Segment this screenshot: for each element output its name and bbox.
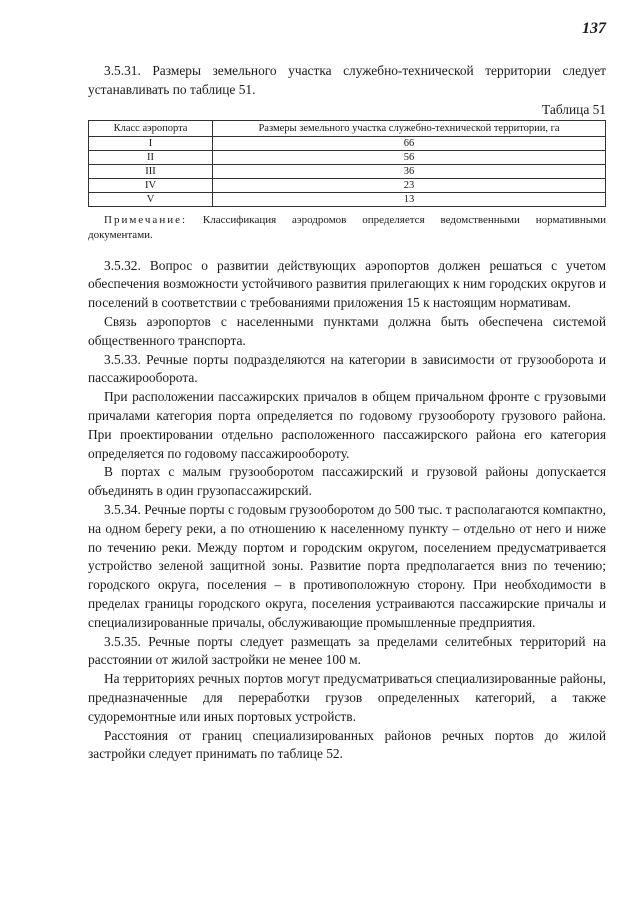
table-row [89, 150, 606, 164]
paragraph-3-5-31: 3.5.31. Размеры земельного участка служебно-технической территории следует устанавливать по таблице 51. [88, 63, 606, 97]
paragraph-small-ports: В портах с малым грузооборотом пассажирский и грузовой районы допускается объединять в один грузопассажирский. [88, 464, 606, 499]
paragraph-transport: Связь аэропортов с населенными пунктами должна быть обеспечена системой общественного транспорта. [88, 313, 606, 348]
table-cell-class: II [89, 150, 213, 164]
paragraph-3-5-34: 3.5.34. Речные порты с годовым грузооборотом до 500 тыс. т располагаются компактно, на одном берегу реки, а по отношению к населенному пункту – отдельно от него и ниже по течению реки. Между портом и городским округом, поселением предусматривается устройство зеленой защитной зоны. Развитие порта предполагается вниз по течению; городского округа, поселения – в противоположную сторону. При необходимости в пределах границы городского округа, поселения устраиваются пассажирские причалы и специализированные причалы, обслуживающие промышленные предприятия. [88, 501, 606, 630]
paragraph-special-districts: На территориях речных портов могут предусматриваться специализированные районы, предназначенные для переработки грузов определенных категорий, а также судоремонтные или иных портовых устройств. [88, 671, 606, 724]
table-row [89, 178, 606, 192]
paragraph-3-5-32: 3.5.32. Вопрос о развитии действующих аэропортов должен решаться с учетом обеспечения возможности устойчивого развития прилегающих к ним городских округов и поселений в соответствии с требованиями приложения 15 к настоящим нормативам. [88, 257, 606, 311]
paragraph-3-5-35: 3.5.35. Речные порты следует размещать за пределами селитебных территорий на расстоянии от жилой застройки не менее 100 м. [88, 633, 606, 668]
table-header-class: Класс аэропорта [89, 120, 213, 136]
paragraph-3-5-33: 3.5.33. Речные порты подразделяются на категории в зависимости от грузооборота и пассажирооборота. [88, 351, 606, 386]
table-cell-size: 66 [213, 136, 606, 150]
table-header-row [89, 120, 606, 136]
note-label: Примечание: [104, 213, 188, 226]
table-row [89, 192, 606, 206]
note-text: Классификация аэродромов определяется ведомственными нормативными документами. [88, 213, 606, 241]
table-cell-size: 23 [213, 178, 606, 192]
table-note [88, 213, 606, 243]
document-body [88, 62, 606, 764]
table-51 [88, 120, 606, 207]
table-header-size: Размеры земельного участка служебно-технической территории, га [213, 120, 606, 136]
table-caption: Таблица 51 [542, 101, 606, 117]
table-cell-size: 36 [213, 164, 606, 178]
table-cell-size: 13 [213, 192, 606, 206]
table-cell-class: IV [89, 178, 213, 192]
paragraph-distances: Расстояния от границ специализированных районов речных портов до жилой застройки следует принимать по таблице 52. [88, 727, 606, 762]
table-cell-class: V [89, 192, 213, 206]
table-row [89, 136, 606, 150]
table-row [89, 164, 606, 178]
table-cell-class: I [89, 136, 213, 150]
table-cell-size: 56 [213, 150, 606, 164]
page-number: 137 [582, 20, 606, 37]
table-cell-class: III [89, 164, 213, 178]
paragraph-passenger-berths: При расположении пассажирских причалов в общем причальном фронте с грузовыми причалами категория порта определяется по годовому грузообороту грузового района. При проектировании отдельно расположенного пассажирского района его категория определяется по годовому пассажирообороту. [88, 389, 606, 461]
